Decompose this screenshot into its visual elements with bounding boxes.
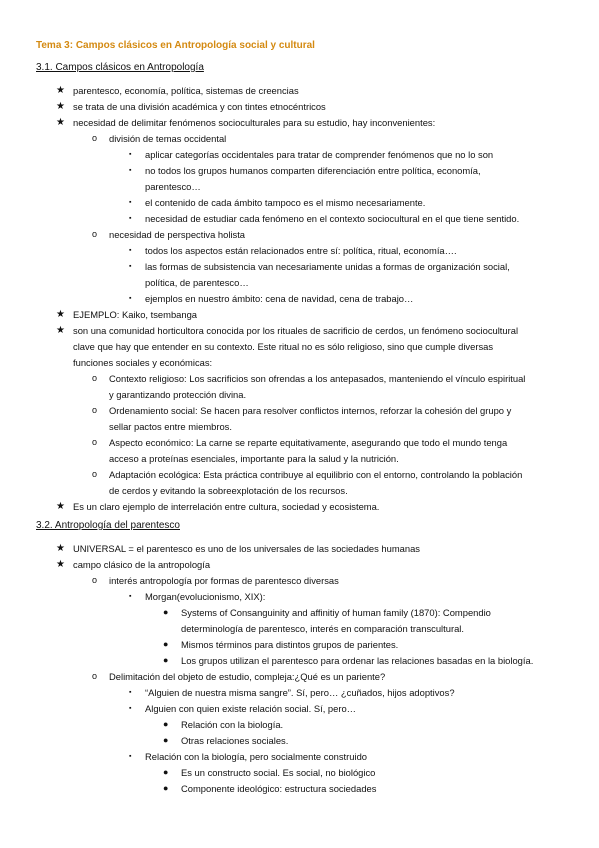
square-bullet-icon: ▪ [129, 167, 132, 174]
list-item: Relación con la biología. [181, 719, 284, 730]
circle-bullet-icon: o [92, 133, 98, 143]
square-bullet-icon: ▪ [129, 593, 132, 600]
list-item: división de temas occidental [109, 133, 227, 144]
list-item: no todos los grupos humanos comparten diferenciación entre política, economía, [145, 165, 481, 176]
list-item: Morgan(evolucionismo, XIX): [145, 591, 266, 602]
list-item: Es un claro ejemplo de interrelación entre cultura, sociedad y ecosistema. [73, 501, 380, 512]
list-item: “Alguien de nuestra misma sangre”. Sí, pero… ¿cuñados, hijos adoptivos? [145, 687, 455, 698]
square-bullet-icon: ▪ [129, 295, 132, 302]
dot-bullet-icon: ● [163, 783, 169, 793]
circle-bullet-icon: o [92, 405, 98, 415]
list-item-continuation: funciones sociales y económicas: [73, 357, 213, 368]
list-item: necesidad de delimitar fenómenos socioculturales para su estudio, hay inconvenientes: [73, 117, 436, 128]
dot-bullet-icon: ● [163, 767, 169, 777]
list-item-continuation: política, de parentesco… [145, 277, 249, 288]
star-bullet-icon: ★ [56, 101, 65, 112]
list-item: Delimitación del objeto de estudio, compleja:¿Qué es un pariente? [109, 671, 386, 682]
page-title: Tema 3: Campos clásicos en Antropología social y cultural [36, 40, 315, 51]
list-item: aplicar categorías occidentales para tratar de comprender fenómenos que no lo son [145, 149, 494, 160]
list-item: interés antropología por formas de parentesco diversas [109, 575, 339, 586]
list-item: Componente ideológico: estructura sociedades [181, 783, 377, 794]
circle-bullet-icon: o [92, 469, 98, 479]
list-item-continuation: acceso a proteínas esenciales, importante para la salud y la nutrición. [109, 453, 399, 464]
square-bullet-icon: ▪ [129, 753, 132, 760]
square-bullet-icon: ▪ [129, 689, 132, 696]
star-bullet-icon: ★ [56, 501, 65, 512]
square-bullet-icon: ▪ [129, 199, 132, 206]
dot-bullet-icon: ● [163, 735, 169, 745]
list-item: necesidad de perspectiva holista [109, 229, 246, 240]
star-bullet-icon: ★ [56, 559, 65, 570]
list-item-continuation: parentesco… [145, 181, 201, 192]
list-item: Ordenamiento social: Se hacen para resolver conflictos internos, reforzar la cohesión del grupo y [109, 405, 512, 416]
section-heading-3-1: 3.1. Campos clásicos en Antropología [36, 62, 204, 73]
star-bullet-icon: ★ [56, 325, 65, 336]
dot-bullet-icon: ● [163, 607, 169, 617]
list-item: todos los aspectos están relacionados entre sí: política, ritual, economía…. [145, 245, 457, 256]
list-item: necesidad de estudiar cada fenómeno en el contexto sociocultural en el que tiene sentido. [145, 213, 520, 224]
list-item: Adaptación ecológica: Esta práctica contribuye al equilibrio con el entorno, controlando la población [109, 469, 523, 480]
list-item: Es un constructo social. Es social, no biológico [181, 767, 376, 778]
list-item: Aspecto económico: La carne se reparte equitativamente, asegurando que todo el mundo tenga [109, 437, 508, 448]
square-bullet-icon: ▪ [129, 215, 132, 222]
list-item: son una comunidad horticultora conocida por los rituales de sacrificio de cerdos, un fenómeno sociocultural [73, 325, 519, 336]
list-item: parentesco, economía, política, sistemas de creencias [73, 85, 299, 96]
list-item: el contenido de cada ámbito tampoco es el mismo necesariamente. [145, 197, 426, 208]
square-bullet-icon: ▪ [129, 151, 132, 158]
list-item: Otras relaciones sociales. [181, 735, 289, 746]
star-bullet-icon: ★ [56, 117, 65, 128]
list-item: se trata de una división académica y con tintes etnocéntricos [73, 101, 326, 112]
dot-bullet-icon: ● [163, 719, 169, 729]
list-item-continuation: clave que hay que entender en su contexto. Este ritual no es sólo religioso, sino que cumple diversas [73, 341, 494, 352]
list-item: Alguien con quien existe relación social. Sí, pero… [145, 703, 357, 714]
star-bullet-icon: ★ [56, 309, 65, 320]
list-item-continuation: de cerdos y evitando la sobreexplotación de los recursos. [109, 485, 348, 496]
list-item: EJEMPLO: Kaiko, tsembanga [73, 309, 198, 320]
list-item-continuation: y garantizando protección divina. [109, 389, 247, 400]
list-item: Relación con la biología, pero socialmente construido [145, 751, 368, 762]
circle-bullet-icon: o [92, 229, 98, 239]
list-item-continuation: sellar pactos entre miembros. [109, 421, 232, 432]
star-bullet-icon: ★ [56, 543, 65, 554]
list-item: campo clásico de la antropología [73, 559, 211, 570]
circle-bullet-icon: o [92, 671, 98, 681]
dot-bullet-icon: ● [163, 639, 169, 649]
circle-bullet-icon: o [92, 373, 98, 383]
square-bullet-icon: ▪ [129, 247, 132, 254]
square-bullet-icon: ▪ [129, 263, 132, 270]
list-item: Systems of Consanguinity and affinitiy of human family (1870): Compendio [181, 607, 491, 618]
star-bullet-icon: ★ [56, 85, 65, 96]
dot-bullet-icon: ● [163, 655, 169, 665]
section-heading-3-2: 3.2. Antropología del parentesco [36, 520, 180, 531]
list-item: Los grupos utilizan el parentesco para ordenar las relaciones basadas en la biología. [181, 655, 534, 666]
circle-bullet-icon: o [92, 437, 98, 447]
square-bullet-icon: ▪ [129, 705, 132, 712]
list-item: ejemplos en nuestro ámbito: cena de navidad, cena de trabajo… [145, 293, 414, 304]
circle-bullet-icon: o [92, 575, 98, 585]
list-item: Mismos términos para distintos grupos de parientes. [181, 639, 399, 650]
list-item: Contexto religioso: Los sacrificios son ofrendas a los antepasados, manteniendo el vínculo espiritual [109, 373, 526, 384]
list-item: UNIVERSAL = el parentesco es uno de los universales de las sociedades humanas [73, 543, 420, 554]
list-item: las formas de subsistencia van necesariamente unidas a formas de organización social, [145, 261, 510, 272]
list-item-continuation: determinología de parentesco, interés en comparación transcultural. [181, 623, 464, 634]
